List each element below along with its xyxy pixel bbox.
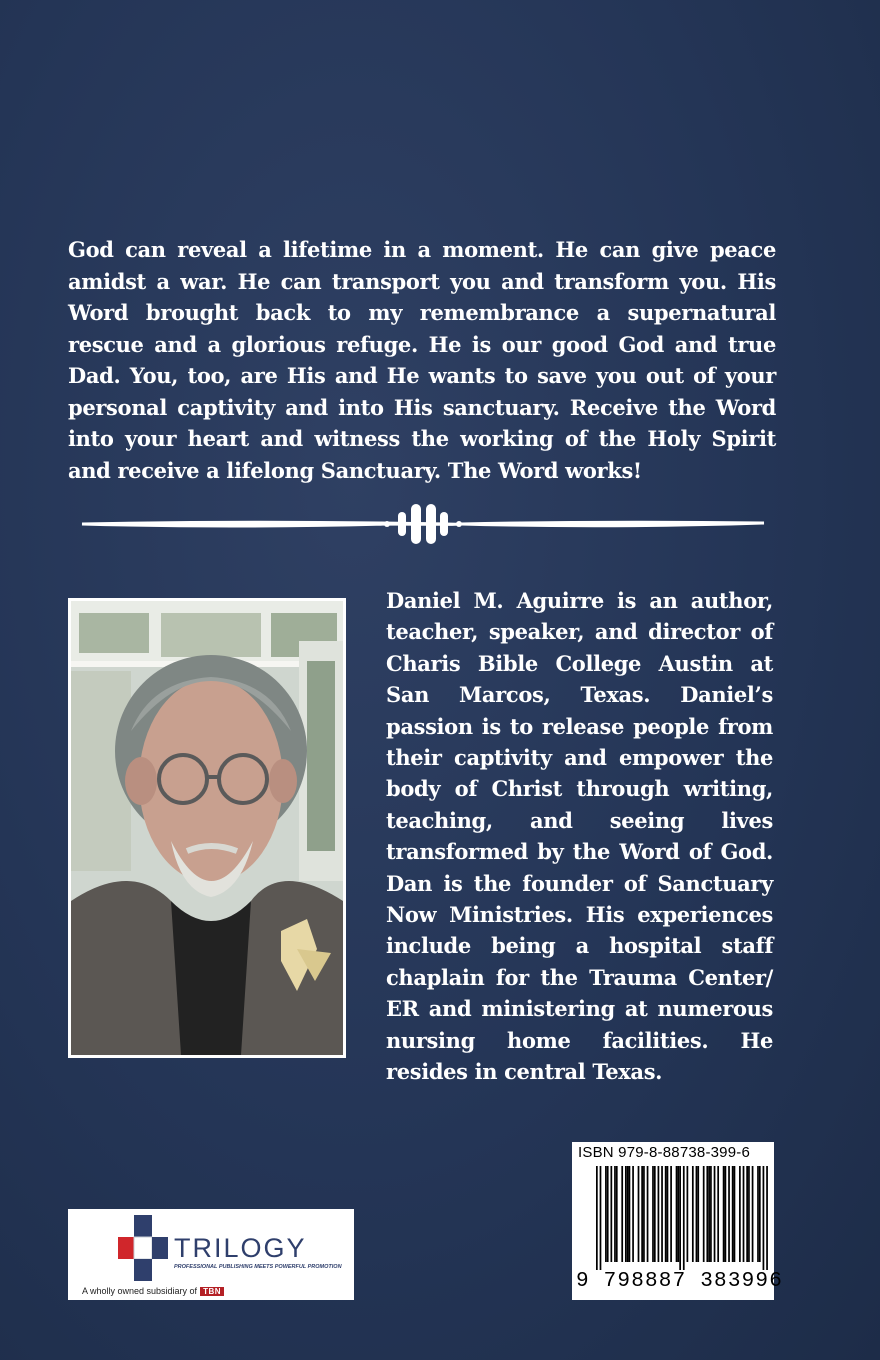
isbn-label: ISBN 979-8-88738-399-6 bbox=[578, 1144, 751, 1161]
barcode-bar bbox=[732, 1166, 734, 1262]
barcode-bar bbox=[677, 1166, 679, 1262]
barcode-bar bbox=[665, 1166, 667, 1262]
barcode-bar bbox=[687, 1166, 689, 1262]
barcode-bar bbox=[696, 1166, 698, 1262]
barcode-bar bbox=[676, 1166, 678, 1262]
tbn-logo: TBN bbox=[200, 1287, 224, 1296]
barcode-bar bbox=[600, 1166, 602, 1270]
barcode-bar bbox=[679, 1166, 681, 1270]
barcode-bar bbox=[728, 1166, 730, 1262]
barcode-bar bbox=[683, 1166, 685, 1270]
barcode-bar bbox=[641, 1166, 643, 1262]
barcode-bar bbox=[621, 1166, 623, 1262]
cover-blurb: God can reveal a lifetime in a moment. He can give peace amidst a war. He can transport you and transform you. His Word brought back to my remembrance a supernatural rescue and a glorious refuge. He is our good God and true Dad. You, too, are His and He wants to save you out of your personal captivity and into His sanctuary. Receive the Word into your heart and witness the working of the Holy Spirit and receive a lifelong Sanctuary. The Word works! bbox=[68, 237, 776, 483]
barcode-bar bbox=[714, 1166, 716, 1262]
barcode-bar bbox=[596, 1166, 598, 1270]
barcode-bar bbox=[625, 1166, 627, 1262]
barcode-bar bbox=[748, 1166, 750, 1262]
publisher-subsidiary bbox=[82, 1286, 224, 1296]
author-bio: Daniel M. Aguirre is an author, teacher, speaker, and director of Charis Bible College Austin at San Marcos, Texas. Daniel’s passion is to release people from their captivity and empower the body of Christ through writing, teaching, and seeing lives transformed by the Word of God. Dan is the founder of Sanctuary Now Ministries. His experiences include being a hospital staff chaplain for the Trauma Center/ ER and ministering at numerous nursing home facilities. He resides in central Texas. bbox=[386, 588, 773, 1085]
barcode-bar bbox=[638, 1166, 640, 1262]
barcode-bar bbox=[629, 1166, 631, 1262]
barcode-bar bbox=[632, 1166, 634, 1262]
barcode-bar bbox=[734, 1166, 736, 1262]
barcode-bar bbox=[703, 1166, 705, 1262]
barcode-bar bbox=[706, 1166, 708, 1262]
barcode-bar bbox=[763, 1166, 765, 1270]
barcode-bar bbox=[667, 1166, 669, 1262]
divider-ornament bbox=[80, 502, 766, 546]
barcode-bar bbox=[710, 1166, 712, 1262]
trilogy-cross-icon bbox=[116, 1213, 170, 1283]
barcode-bar bbox=[752, 1166, 754, 1262]
ean-digits: 9 798887 383996 bbox=[576, 1270, 784, 1293]
barcode-bar bbox=[746, 1166, 748, 1262]
publisher-name: TRILOGY bbox=[174, 1233, 307, 1263]
barcode-bar bbox=[725, 1166, 727, 1262]
barcode-bar bbox=[723, 1166, 725, 1262]
barcode-bar bbox=[759, 1166, 761, 1262]
barcode-bar bbox=[610, 1166, 612, 1262]
barcode-bar bbox=[692, 1166, 694, 1262]
barcode-bar bbox=[658, 1166, 660, 1262]
publisher-logo bbox=[68, 1209, 354, 1300]
barcode-bar bbox=[652, 1166, 654, 1262]
barcode-bar bbox=[697, 1166, 699, 1262]
barcode-bar bbox=[647, 1166, 649, 1262]
barcode-bar bbox=[614, 1166, 616, 1262]
barcode-bar bbox=[717, 1166, 719, 1262]
publisher-tagline: PROFESSIONAL PUBLISHING MEETS POWERFUL PROMOTION bbox=[174, 1264, 342, 1270]
barcode-bar bbox=[670, 1166, 672, 1262]
barcode-bar bbox=[766, 1166, 768, 1270]
barcode-bar bbox=[743, 1166, 745, 1262]
barcode-bar bbox=[627, 1166, 629, 1262]
author-portrait-illustration bbox=[71, 601, 343, 1055]
barcode-bar bbox=[654, 1166, 656, 1262]
barcode-bar bbox=[757, 1166, 759, 1262]
subsidiary-text: A wholly owned subsidiary of bbox=[82, 1286, 198, 1296]
barcode-bar bbox=[607, 1166, 609, 1262]
isbn-barcode bbox=[572, 1142, 784, 1300]
author-photo bbox=[68, 598, 346, 1058]
barcode-bar bbox=[739, 1166, 741, 1262]
barcode-bar bbox=[616, 1166, 618, 1262]
barcode-bar bbox=[661, 1166, 663, 1262]
barcode-bar bbox=[643, 1166, 645, 1262]
barcode-bars bbox=[596, 1166, 768, 1270]
barcode-bar bbox=[708, 1166, 710, 1262]
barcode-bar bbox=[605, 1166, 607, 1262]
